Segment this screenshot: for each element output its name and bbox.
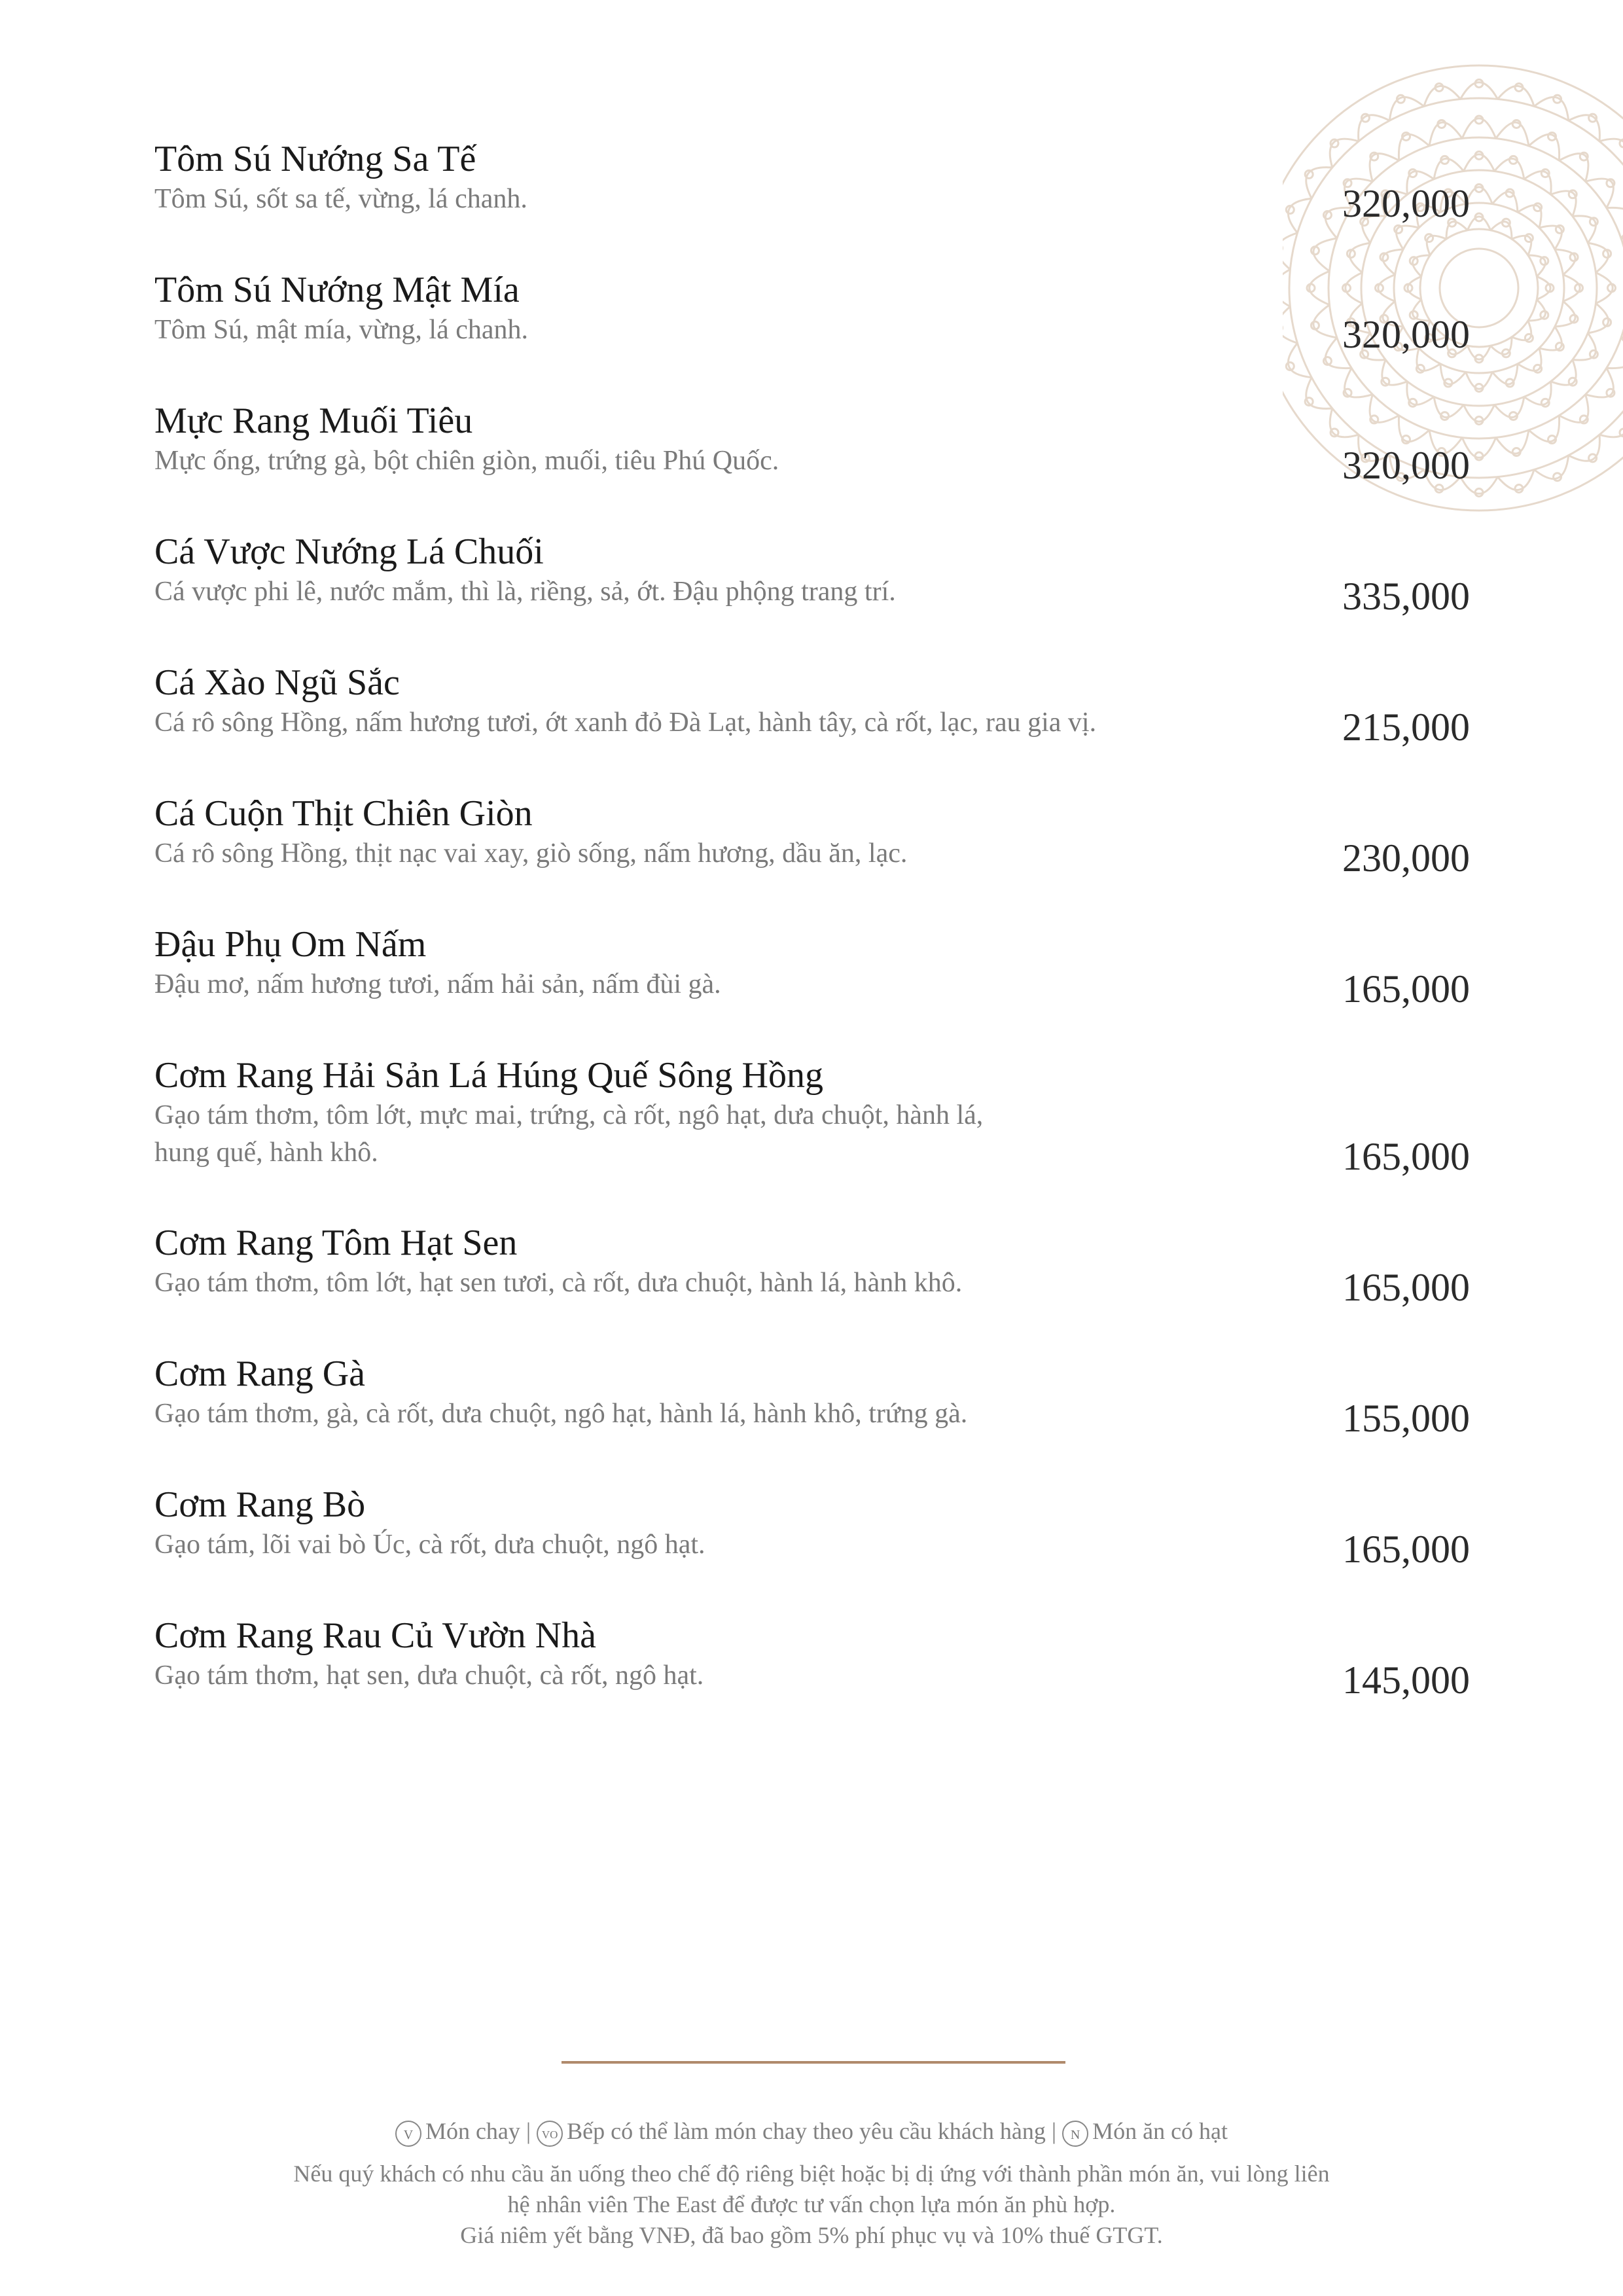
menu-item	[154, 1054, 1470, 1221]
dish-price: 335,000	[1342, 575, 1470, 618]
dish-name: Cơm Rang Tôm Hạt Sen	[154, 1223, 518, 1263]
vegetarian-option-label: Bếp có thể làm món chay theo yêu cầu khách hàng	[567, 2118, 1046, 2144]
dish-price: 165,000	[1342, 1266, 1470, 1309]
mandala-petal	[1539, 226, 1562, 249]
dish-description: Gạo tám, lõi vai bò Úc, cà rốt, dưa chuột, ngô hạt.	[154, 1530, 705, 1560]
vegetarian-icon: V	[395, 2121, 421, 2147]
dish-description: Đậu mơ, nấm hương tươi, nấm hải sản, nấm đùi gà.	[154, 969, 721, 999]
mandala-petal	[1461, 82, 1498, 99]
dish-name: Cơm Rang Bò	[154, 1484, 366, 1525]
dish-price: 155,000	[1342, 1397, 1470, 1440]
menu-item	[154, 1221, 1470, 1352]
dish-name: Cá Vược Nướng Lá Chuối	[154, 531, 544, 572]
dish-description: Gạo tám thơm, gà, cà rốt, dưa chuột, ngô hạt, hành lá, hành khô, trứng gà.	[154, 1399, 968, 1429]
dish-description: Gạo tám thơm, tôm lớt, mực mai, trứng, cà rốt, ngô hạt, dưa chuột, hành lá,	[154, 1100, 984, 1130]
allergy-note	[196, 2159, 1427, 2251]
menu-item	[154, 923, 1470, 1054]
mandala-petal	[1512, 321, 1531, 340]
price-note: Giá niêm yết bằng VNĐ, đã bao gồm 5% phí phục vụ và 10% thuế GTGT.	[460, 2222, 1163, 2248]
mandala-petal	[1586, 179, 1614, 208]
dish-price: 165,000	[1342, 967, 1470, 1011]
dish-description: Cá vược phi lê, nước mắm, thì là, riềng, sả, ớt. Đậu phộng trang trí.	[154, 577, 896, 607]
menu-item	[154, 399, 1470, 530]
dish-price: 145,000	[1342, 1659, 1470, 1702]
mandala-petal	[1563, 275, 1580, 302]
legend-separator: |	[526, 2118, 531, 2144]
dish-name: Cá Xào Ngũ Sắc	[154, 662, 400, 703]
dish-price: 215,000	[1342, 706, 1470, 749]
dish-price: 165,000	[1342, 1135, 1470, 1178]
menu-item	[154, 137, 1470, 268]
menu-item	[154, 1614, 1470, 1745]
dish-name: Đậu Phụ Om Nấm	[154, 924, 427, 965]
menu-item	[154, 1483, 1470, 1614]
dish-name: Tôm Sú Nướng Mật Mía	[154, 270, 520, 310]
note-line: hệ nhân viên The East để được tư vấn chọn lựa món ăn phù hợp.	[507, 2191, 1116, 2217]
dish-description-continued: hung quế, hành khô.	[154, 1138, 378, 1168]
mandala-dot	[1569, 378, 1577, 386]
vegetarian-option-icon: VO	[537, 2121, 563, 2147]
dish-description: Gạo tám thơm, tôm lớt, hạt sen tươi, cà rốt, dưa chuột, hành lá, hành khô.	[154, 1268, 963, 1298]
mandala-petal	[1596, 273, 1613, 304]
mandala-petal	[1539, 327, 1562, 350]
note-line: Nếu quý khách có nhu cầu ăn uống theo chế độ riêng biệt hoặc bị dị ứng với thành phần món ăn, vui lòng liên	[293, 2161, 1330, 2187]
dish-name: Cơm Rang Hải Sản Lá Húng Quế Sông Hồng	[154, 1055, 823, 1096]
mandala-dot	[1620, 139, 1623, 147]
dietary-legend	[0, 2113, 1623, 2149]
legend-separator: |	[1051, 2118, 1057, 2144]
mandala-petal	[1559, 395, 1588, 423]
dish-description: Tôm Sú, mật mía, vừng, lá chanh.	[154, 315, 528, 345]
nuts-icon: N	[1062, 2121, 1088, 2147]
menu-item	[154, 268, 1470, 399]
dish-description: Mực ống, trứng gà, bột chiên giòn, muối, tiêu Phú Quốc.	[154, 446, 779, 476]
dish-price: 320,000	[1342, 182, 1470, 225]
mandala-dot	[1620, 429, 1623, 437]
menu-item	[154, 530, 1470, 661]
dish-price: 230,000	[1342, 836, 1470, 880]
menu-item	[154, 661, 1470, 792]
dish-name: Cơm Rang Rau Củ Vườn Nhà	[154, 1615, 596, 1656]
dish-price: 320,000	[1342, 313, 1470, 356]
menu-list	[154, 137, 1470, 1745]
dish-description: Gạo tám thơm, hạt sen, dưa chuột, cà rốt, ngô hạt.	[154, 1660, 704, 1691]
mandala-petal	[1518, 348, 1541, 371]
mandala-petal	[1462, 118, 1496, 139]
menu-item	[154, 792, 1470, 923]
dish-name: Tôm Sú Nướng Sa Tế	[154, 139, 476, 179]
mandala-dot	[1569, 190, 1577, 198]
dish-description: Cá rô sông Hồng, thịt nạc vai xay, giò sống, nấm hương, dầu ăn, lạc.	[154, 838, 908, 869]
dish-name: Mực Rang Muối Tiêu	[154, 401, 473, 441]
dish-name: Cá Cuộn Thịt Chiên Giòn	[154, 793, 533, 834]
vegetarian-label: Món chay	[425, 2118, 520, 2144]
dish-description: Cá rô sông Hồng, nấm hương tươi, ớt xanh đỏ Đà Lạt, hành tây, cà rốt, lạc, rau gia vị.	[154, 708, 1097, 738]
dish-price: 320,000	[1342, 444, 1470, 487]
footer-divider	[562, 2061, 1065, 2064]
mandala-petal	[1551, 360, 1577, 386]
mandala-petal	[1559, 154, 1588, 182]
dish-price: 165,000	[1342, 1528, 1470, 1571]
mandala-petal	[1586, 368, 1614, 397]
dish-name: Cơm Rang Gà	[154, 1354, 366, 1394]
mandala-petal	[1512, 236, 1531, 255]
mandala-petal	[1551, 191, 1577, 217]
dish-description: Tôm Sú, sốt sa tế, vừng, lá chanh.	[154, 184, 527, 214]
nuts-label: Món ăn có hạt	[1092, 2118, 1228, 2144]
menu-item	[154, 1352, 1470, 1483]
mandala-petal	[1518, 206, 1541, 228]
